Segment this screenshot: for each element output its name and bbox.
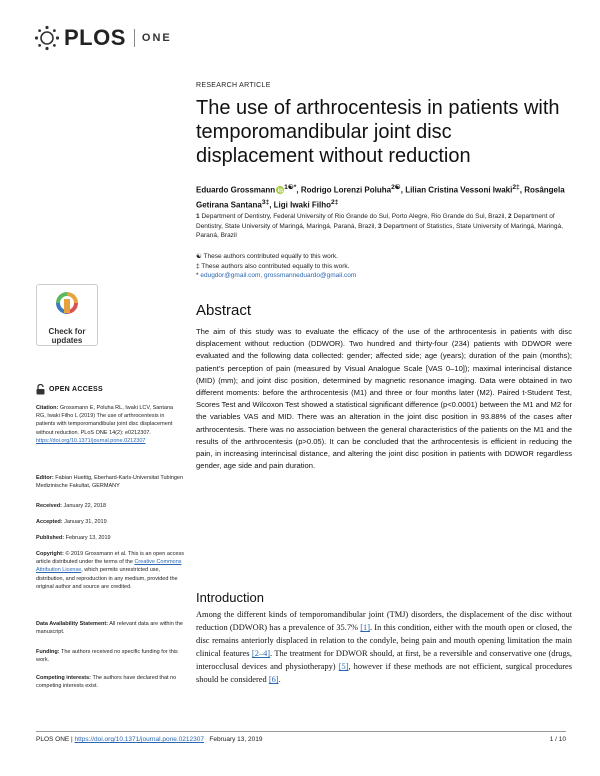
abstract-text: The aim of this study was to evaluate the efficacy of the use of the arthrocentesis in patients with disc displacement without reduction (DDWOR). Two hundred and thirty-four (234) patients with DDWOR were evaluated and the following data collected: gender; affected side; age (years); duration of the pain (months); patient’s perception of pain (measured by Visual Analogue Scale [VAS 0–10]); maximal interincisal distance (MID) (mm); and joint disc position, determined by magnetic resonance imaging. Data were obtained in two different moments: before the arthrocentesis (M1) and three or four months later (M2). Paired t-Student Test, Scores Test and Wilcoxon Test showed a statistical significant difference (p<0.0001) between the M1 and M2 for the variables VAS and MID. There was an alteration in the joint disc position in 93.88% of the cases after arthrocentesis. There was no association between the general characteristics of the patients on the M1 and the results of the arthrocentesis (p>0.05). It can be concluded that the arthrocentesis is efficient in reducing the pain, in increasing interincisal distance, and altering the joint disc position in patients with DDWOR regardless gender, age side and pain duration. bbox=[196, 327, 572, 471]
intro-text: . bbox=[278, 675, 281, 684]
affiliation-text: Department of Statistics, State University of Maringá, Maringá, Paraná, Brazil bbox=[196, 222, 563, 239]
check-updates-icon bbox=[54, 290, 80, 320]
published-block bbox=[36, 534, 184, 542]
author-name[interactable]: Eduardo Grossmann bbox=[196, 185, 276, 195]
check-for-updates-badge[interactable] bbox=[36, 284, 98, 346]
reference-link[interactable]: [2–4] bbox=[251, 649, 271, 658]
editor-text: Fabian Huettig, Eberhard-Karls-Universitat Tubingen Medizinische Fakultat, GERMANY bbox=[36, 475, 184, 490]
citation-doi-link[interactable]: https://doi.org/10.1371/journal.pone.0212307 bbox=[36, 437, 146, 444]
author-notes bbox=[196, 252, 576, 281]
intro-text: . In this condition, either with the mouth open or closed, the disc remains anteriorly displaced in relation to the condyle, being pain and mouth opening limitation the main clinical features bbox=[196, 623, 572, 658]
affiliation-number: 3 bbox=[377, 222, 382, 230]
affiliations bbox=[196, 212, 576, 241]
author-affiliation-mark: 2☯ bbox=[391, 184, 401, 191]
competing-interests-text: The authors have declared that no competing interests exist. bbox=[36, 675, 177, 690]
email-marker: * bbox=[196, 272, 201, 279]
competing-interests-block bbox=[36, 674, 184, 690]
editor-label: Editor: bbox=[36, 475, 54, 481]
data-availability-block bbox=[36, 620, 184, 636]
introduction-heading: Introduction bbox=[196, 590, 264, 605]
also-contribution-note: ‡ These authors also contributed equally to this work. bbox=[196, 262, 350, 270]
page-number: 1 / 10 bbox=[549, 736, 566, 743]
accepted-date: January 31, 2019 bbox=[64, 519, 107, 525]
author-list: Eduardo Grossmann $^{1☯*}$, Rodrigo Lorenzi Poluha$^{2☯}$, Lilian Cristina Vessoni Iwaki$^{2\ddagger}$, Rosângela Getirana Santana$^{3\ddagger}$, Ligi Iwaki Filho$^{2\ddagger}$ bbox=[196, 184, 565, 210]
corresponding-email-note bbox=[196, 271, 576, 281]
footer-separator: | bbox=[69, 736, 75, 743]
received-label: Received: bbox=[36, 503, 62, 509]
published-date: February 13, 2019 bbox=[65, 535, 111, 541]
page-footer bbox=[36, 736, 566, 743]
funding-text: The authors received no specific funding for this work. bbox=[36, 649, 178, 664]
check-updates-line1: Check for bbox=[48, 327, 86, 336]
orcid-icon[interactable] bbox=[276, 186, 284, 194]
footer-divider bbox=[36, 731, 566, 732]
plos-logo-icon bbox=[34, 25, 60, 51]
introduction-text bbox=[196, 608, 572, 686]
funding-label: Funding: bbox=[36, 649, 60, 655]
brand-name: PLOS bbox=[64, 25, 126, 50]
footer-citation bbox=[36, 736, 262, 743]
copyright-label: Copyright: bbox=[36, 551, 64, 557]
author-affiliation-mark: 3‡ bbox=[261, 198, 270, 206]
intro-text: , however if these methods are not efficient, surgical procedures should be considered bbox=[196, 662, 573, 684]
logo-divider bbox=[134, 29, 135, 47]
intro-text: Among the different kinds of temporomandibular joint (TMJ) disorders, the displacement of the disc without reduction (DDWOR) has a prevalence of 35.7% bbox=[196, 610, 572, 632]
affiliation-text: Department of Dentistry, State University of Maringá, Maringá, Paraná, Brazil, bbox=[196, 213, 555, 230]
intro-text: . The treatment for DDWOR should, at first, be a reversible and conservative one (drugs, interocclusal devices and physiotherapy) bbox=[196, 649, 572, 671]
accepted-block bbox=[36, 518, 184, 526]
copyright-text-2: , which permits unrestricted use, distribution, and reproduction in any medium, provided the original author and source are credited. bbox=[36, 567, 178, 590]
article-title: The use of arthrocentesis in patients with temporomandibular joint disc displacement without reduction bbox=[196, 97, 560, 167]
author-name[interactable]: Ligi Iwaki Filho bbox=[273, 200, 332, 210]
citation-text: Grossmann E, Poluha RL, Iwaki LCV, Santana RG, Iwaki Filho L (2019) The use of arthrocentesis in patients with temporomandibular joint disc displacement without reduction. PLoS ONE 14(2): e0212307. bbox=[36, 405, 174, 436]
competing-interests-label: Competing interests: bbox=[36, 675, 92, 681]
author-name[interactable]: Lilian Cristina Vessoni Iwaki bbox=[405, 185, 513, 195]
article-type: RESEARCH ARTICLE bbox=[196, 82, 271, 89]
received-date: January 22, 2018 bbox=[63, 503, 107, 509]
citation-block bbox=[36, 404, 184, 445]
editor-block bbox=[36, 474, 184, 490]
copyright-text-1: © 2019 Grossmann et al. This is an open access article distributed under the terms of the bbox=[36, 551, 184, 566]
open-access-label bbox=[36, 384, 103, 395]
check-updates-line2: updates bbox=[51, 336, 83, 345]
license-link[interactable]: Creative Commons Attribution License bbox=[36, 559, 182, 574]
email-links[interactable]: edugdor@gmail.com, grossmanneduardo@gmail.com bbox=[200, 272, 357, 279]
accepted-label: Accepted: bbox=[36, 519, 63, 525]
plos-one-logo[interactable] bbox=[34, 23, 172, 53]
author-affiliation-mark: 1☯* bbox=[284, 184, 297, 191]
citation-label: Citation: bbox=[36, 405, 59, 411]
abstract-heading: Abstract bbox=[196, 302, 252, 319]
footer-date: February 13, 2019 bbox=[209, 736, 263, 743]
open-access-text: OPEN ACCESS bbox=[49, 386, 103, 393]
author-name[interactable]: Rodrigo Lorenzi Poluha bbox=[300, 185, 392, 195]
funding-block bbox=[36, 648, 184, 664]
published-label: Published: bbox=[36, 535, 65, 541]
author-affiliation-mark: 2‡ bbox=[331, 198, 339, 206]
open-lock-icon bbox=[36, 384, 45, 395]
author-affiliation-mark: 2‡ bbox=[512, 184, 520, 191]
affiliation-number: 1 bbox=[196, 213, 200, 220]
footer-journal: PLOS ONE bbox=[36, 736, 70, 743]
journal-name: ONE bbox=[141, 32, 172, 44]
affiliation-number: 2 bbox=[508, 213, 512, 220]
data-availability-label: Data Availability Statement: bbox=[36, 621, 109, 627]
reference-link[interactable]: [1] bbox=[360, 623, 370, 632]
affiliation-text: Department of Dentistry, Federal University of Rio Grande do Sul, Porto Alegre, Rio Grande do Sul, Brazil, bbox=[201, 213, 507, 220]
data-availability-text: All relevant data are within the manuscript. bbox=[36, 621, 183, 636]
equal-contribution-note: ☯ These authors contributed equally to this work. bbox=[196, 253, 338, 260]
copyright-block bbox=[36, 550, 184, 591]
author-name[interactable]: Rosângela Getirana Santana bbox=[196, 185, 565, 210]
reference-link[interactable]: [5] bbox=[338, 662, 349, 671]
footer-doi-link[interactable]: https://doi.org/10.1371/journal.pone.0212307 bbox=[74, 736, 204, 743]
received-block bbox=[36, 502, 184, 510]
reference-link[interactable]: [6] bbox=[268, 675, 279, 684]
